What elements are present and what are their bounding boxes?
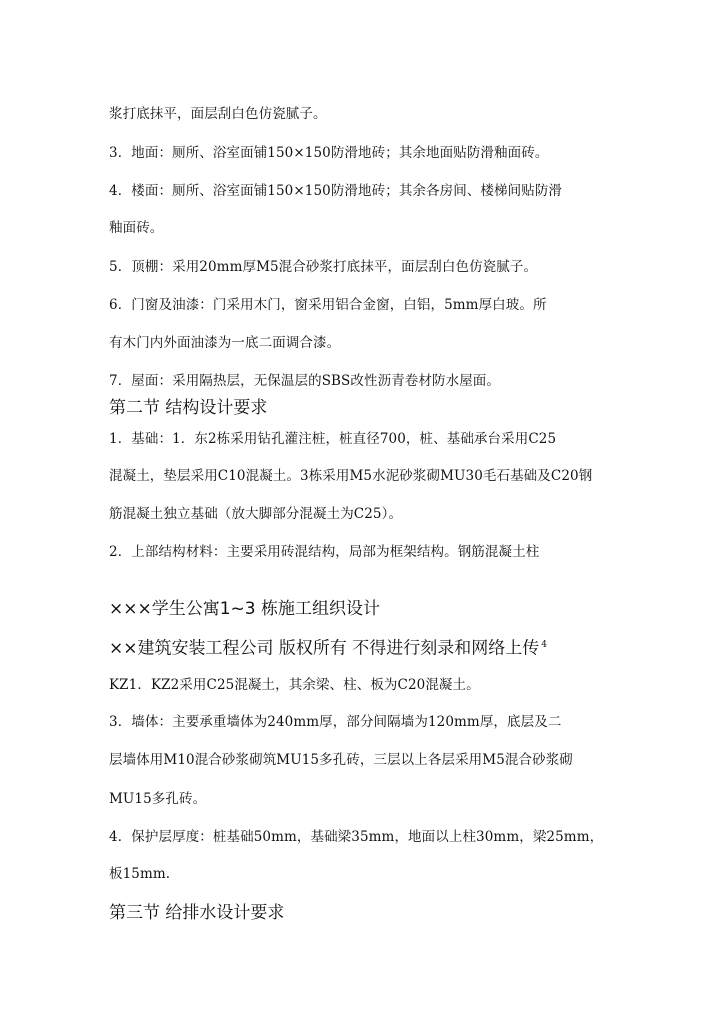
text-line: 有木门内外面油漆为一底二面调合漆。 bbox=[109, 335, 341, 351]
text-line: 7．屋面：采用隔热层，无保温层的SBS改性沥青卷材防水屋面。 bbox=[109, 373, 501, 389]
text-line: 6．门窗及油漆：门采用木门，窗采用铝合金窗，白铝，5mm厚白玻。所 bbox=[109, 297, 547, 313]
text-line: 混凝土，垫层采用C10混凝土。3栋采用M5水泥砂浆砌MU30毛石基础及C20钢 bbox=[109, 468, 593, 484]
text-line: 2．上部结构材料：主要采用砖混结构，局部为框架结构。钢筋混凝土柱 bbox=[109, 544, 540, 560]
document-title-footer: ×××学生公寓1~3 栋施工组织设计 bbox=[109, 599, 381, 619]
section-heading: 第三节 给排水设计要求 bbox=[109, 903, 285, 923]
text-line: 层墙体用M10混合砂浆砌筑MU15多孔砖，三层以上各层采用M5混合砂浆砌 bbox=[109, 752, 573, 768]
text-line: MU15多孔砖。 bbox=[109, 791, 207, 807]
text-line: 釉面砖。 bbox=[109, 220, 164, 236]
section-heading: 第二节 结构设计要求 bbox=[109, 398, 268, 418]
text-line: 1．基础：1．东2栋采用钻孔灌注桩，桩直径700，桩、基础承台采用C25 bbox=[109, 431, 557, 447]
text-line: 板15mm. bbox=[109, 866, 171, 882]
text-line: 4．保护层厚度：桩基础50mm，基础梁35mm，地面以上柱30mm，梁25mm， bbox=[109, 829, 604, 845]
text-line: 筋混凝土独立基础（放大脚部分混凝土为C25）。 bbox=[109, 506, 403, 522]
text-line: 浆打底抹平，面层刮白色仿瓷腻子。 bbox=[109, 106, 327, 122]
text-line: 5．顶棚：采用20mm厚M5混合砂浆打底抹平，面层刮白色仿瓷腻子。 bbox=[109, 259, 538, 275]
copyright-footer bbox=[109, 634, 547, 660]
text-line: 4．楼面：厕所、浴室面铺150×150防滑地砖；其余各房间、楼梯间贴防滑 bbox=[109, 183, 563, 199]
page-number: 4 bbox=[541, 640, 548, 650]
copyright-text: ××建筑安装工程公司 版权所有 不得进行刻录和网络上传 bbox=[109, 638, 540, 659]
text-line: 3．墙体：主要承重墙体为240mm厚，部分间隔墙为120mm厚，底层及二 bbox=[109, 714, 562, 730]
text-line: 3．地面：厕所、浴室面铺150×150防滑地砖；其余地面贴防滑釉面砖。 bbox=[109, 145, 549, 161]
text-line: KZ1．KZ2采用C25混凝土，其余梁、柱、板为C20混凝土。 bbox=[109, 677, 480, 693]
